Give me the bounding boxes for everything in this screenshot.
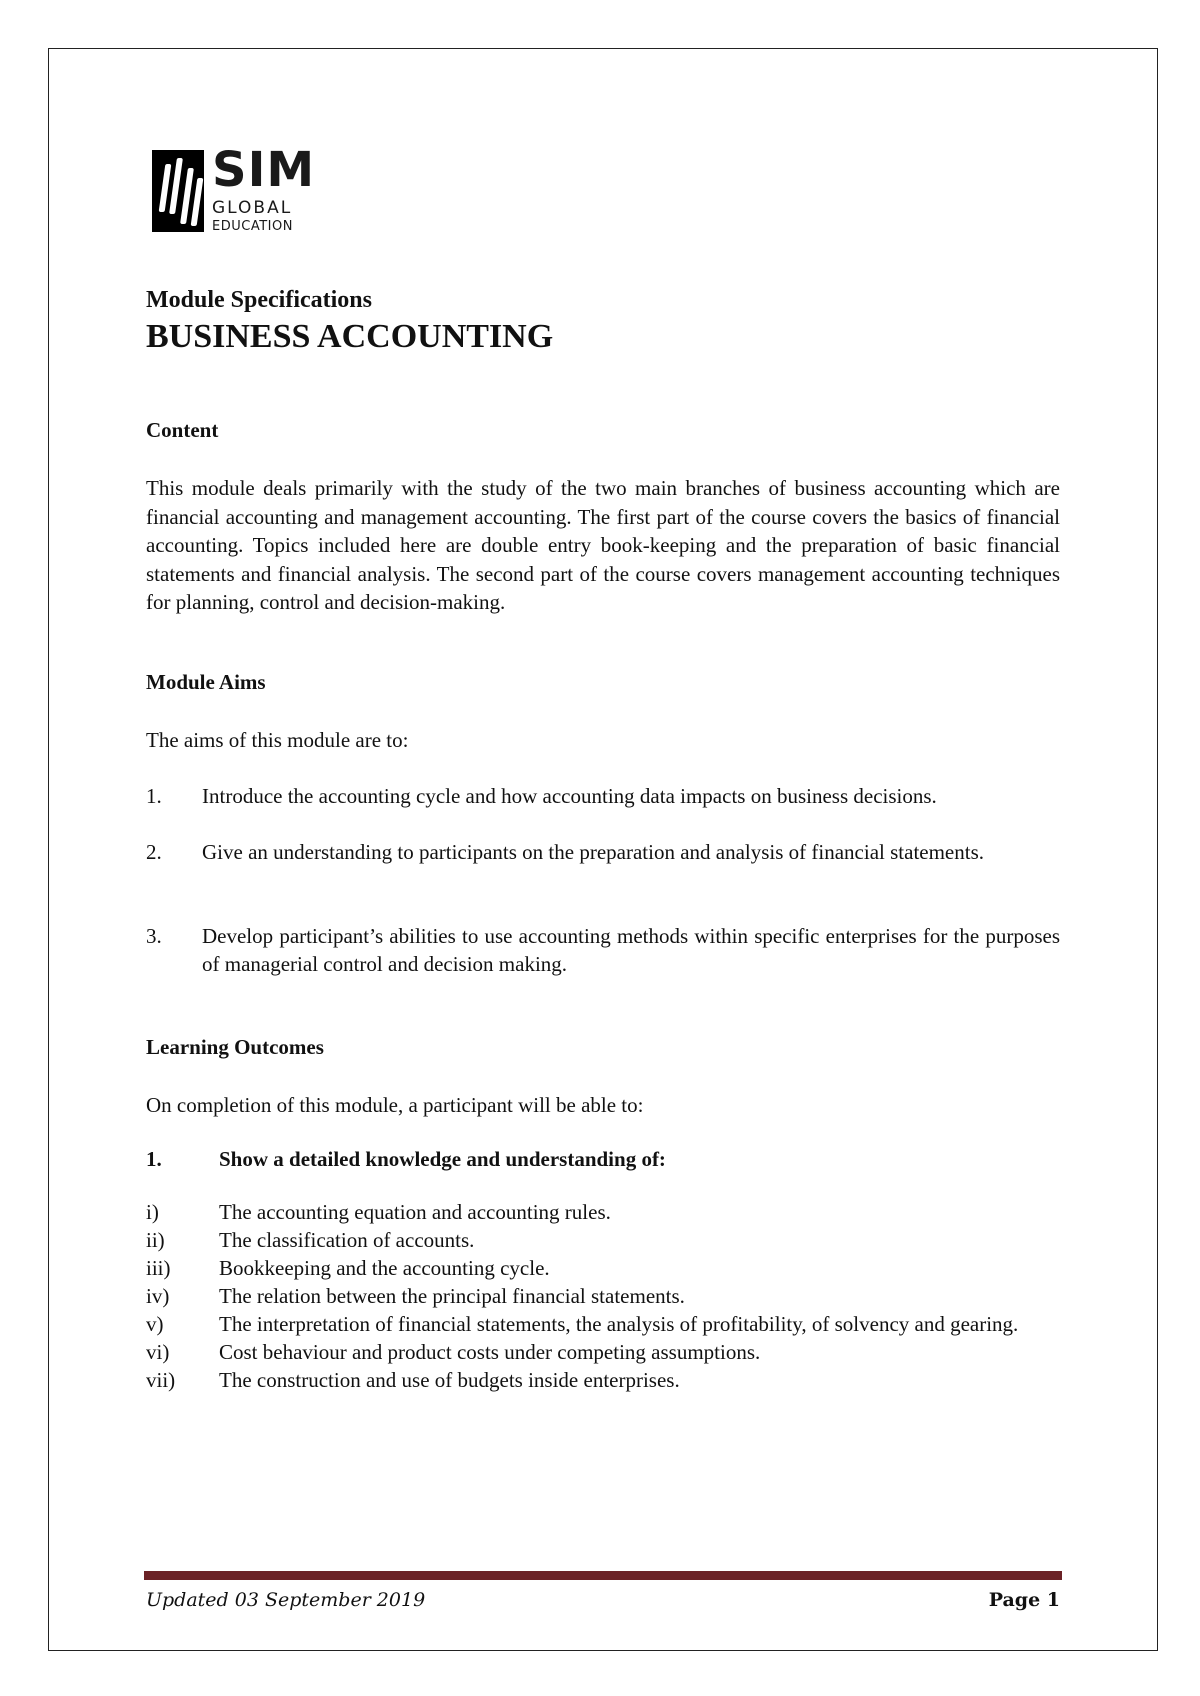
list-item bbox=[146, 1366, 1060, 1394]
list-item-marker: vi) bbox=[146, 1340, 170, 1364]
learning-outcomes-intro: On completion of this module, a participant will be able to: bbox=[146, 1093, 644, 1117]
list-item bbox=[146, 1282, 1060, 1310]
logo-sim: SIM bbox=[212, 142, 316, 198]
module-aims-intro: The aims of this module are to: bbox=[146, 728, 409, 752]
list-item-text: Bookkeeping and the accounting cycle. bbox=[219, 1256, 550, 1280]
list-item bbox=[146, 1226, 1060, 1254]
list-item-text: The interpretation of financial statements, the analysis of profitability, of solvency and gearing. bbox=[219, 1312, 1019, 1336]
aim-item: Develop participant’s abilities to use accounting methods within specific enterprises for the purposes of managerial control and decision making. bbox=[202, 924, 1060, 976]
aim-number: 3. bbox=[146, 924, 162, 948]
footer-page-number: Page 1 bbox=[988, 1589, 1060, 1611]
footer-rule bbox=[144, 1571, 1062, 1580]
list-item bbox=[146, 1254, 1060, 1282]
list-item bbox=[146, 1310, 1060, 1338]
aim-number: 2. bbox=[146, 840, 162, 864]
list-item-marker: iv) bbox=[146, 1284, 170, 1308]
aim-item: Introduce the accounting cycle and how accounting data impacts on business decisions. bbox=[202, 784, 937, 808]
footer-updated-date: Updated 03 September 2019 bbox=[146, 1589, 426, 1611]
sim-global-education-logo bbox=[152, 142, 316, 234]
logo-mark-icon bbox=[152, 150, 204, 232]
logo-education: EDUCATION bbox=[212, 219, 293, 234]
list-item-text: The accounting equation and accounting rules. bbox=[219, 1200, 611, 1224]
list-item-text: The construction and use of budgets inside enterprises. bbox=[219, 1368, 680, 1392]
list-item-text: Cost behaviour and product costs under competing assumptions. bbox=[219, 1340, 761, 1364]
learning-outcomes-heading: Learning Outcomes bbox=[146, 1035, 324, 1059]
list-item-marker: v) bbox=[146, 1312, 164, 1336]
learning-outcomes-list bbox=[146, 1198, 1060, 1394]
document-subtitle: Module Specifications bbox=[146, 287, 372, 313]
content-paragraph: This module deals primarily with the study of the two main branches of business accounting which are financial accounting and management accounting. The first part of the course covers the basics of financial accounting. Topics included here are double entry book-keeping and the preparation of basic financial statements and financial analysis. The second part of the course covers management accounting techniques for planning, control and decision-making. bbox=[146, 476, 1060, 614]
list-item-marker: vii) bbox=[146, 1368, 176, 1392]
list-item-marker: ii) bbox=[146, 1228, 165, 1252]
list-item-text: The classification of accounts. bbox=[219, 1228, 475, 1252]
module-aims-heading: Module Aims bbox=[146, 670, 266, 694]
outcome-section-number: 1. bbox=[146, 1147, 162, 1171]
document-title: BUSINESS ACCOUNTING bbox=[146, 318, 554, 355]
logo-global: GLOBAL bbox=[212, 198, 293, 218]
aim-item: Give an understanding to participants on the preparation and analysis of financial statements. bbox=[202, 840, 985, 864]
content-heading: Content bbox=[146, 418, 219, 442]
list-item-text: The relation between the principal financial statements. bbox=[219, 1284, 685, 1308]
outcome-section-heading: Show a detailed knowledge and understanding of: bbox=[219, 1147, 666, 1171]
logo-text bbox=[212, 142, 316, 234]
list-item bbox=[146, 1338, 1060, 1366]
list-item-marker: iii) bbox=[146, 1256, 171, 1280]
list-item bbox=[146, 1198, 1060, 1226]
list-item-marker: i) bbox=[146, 1200, 159, 1224]
aim-number: 1. bbox=[146, 784, 162, 808]
